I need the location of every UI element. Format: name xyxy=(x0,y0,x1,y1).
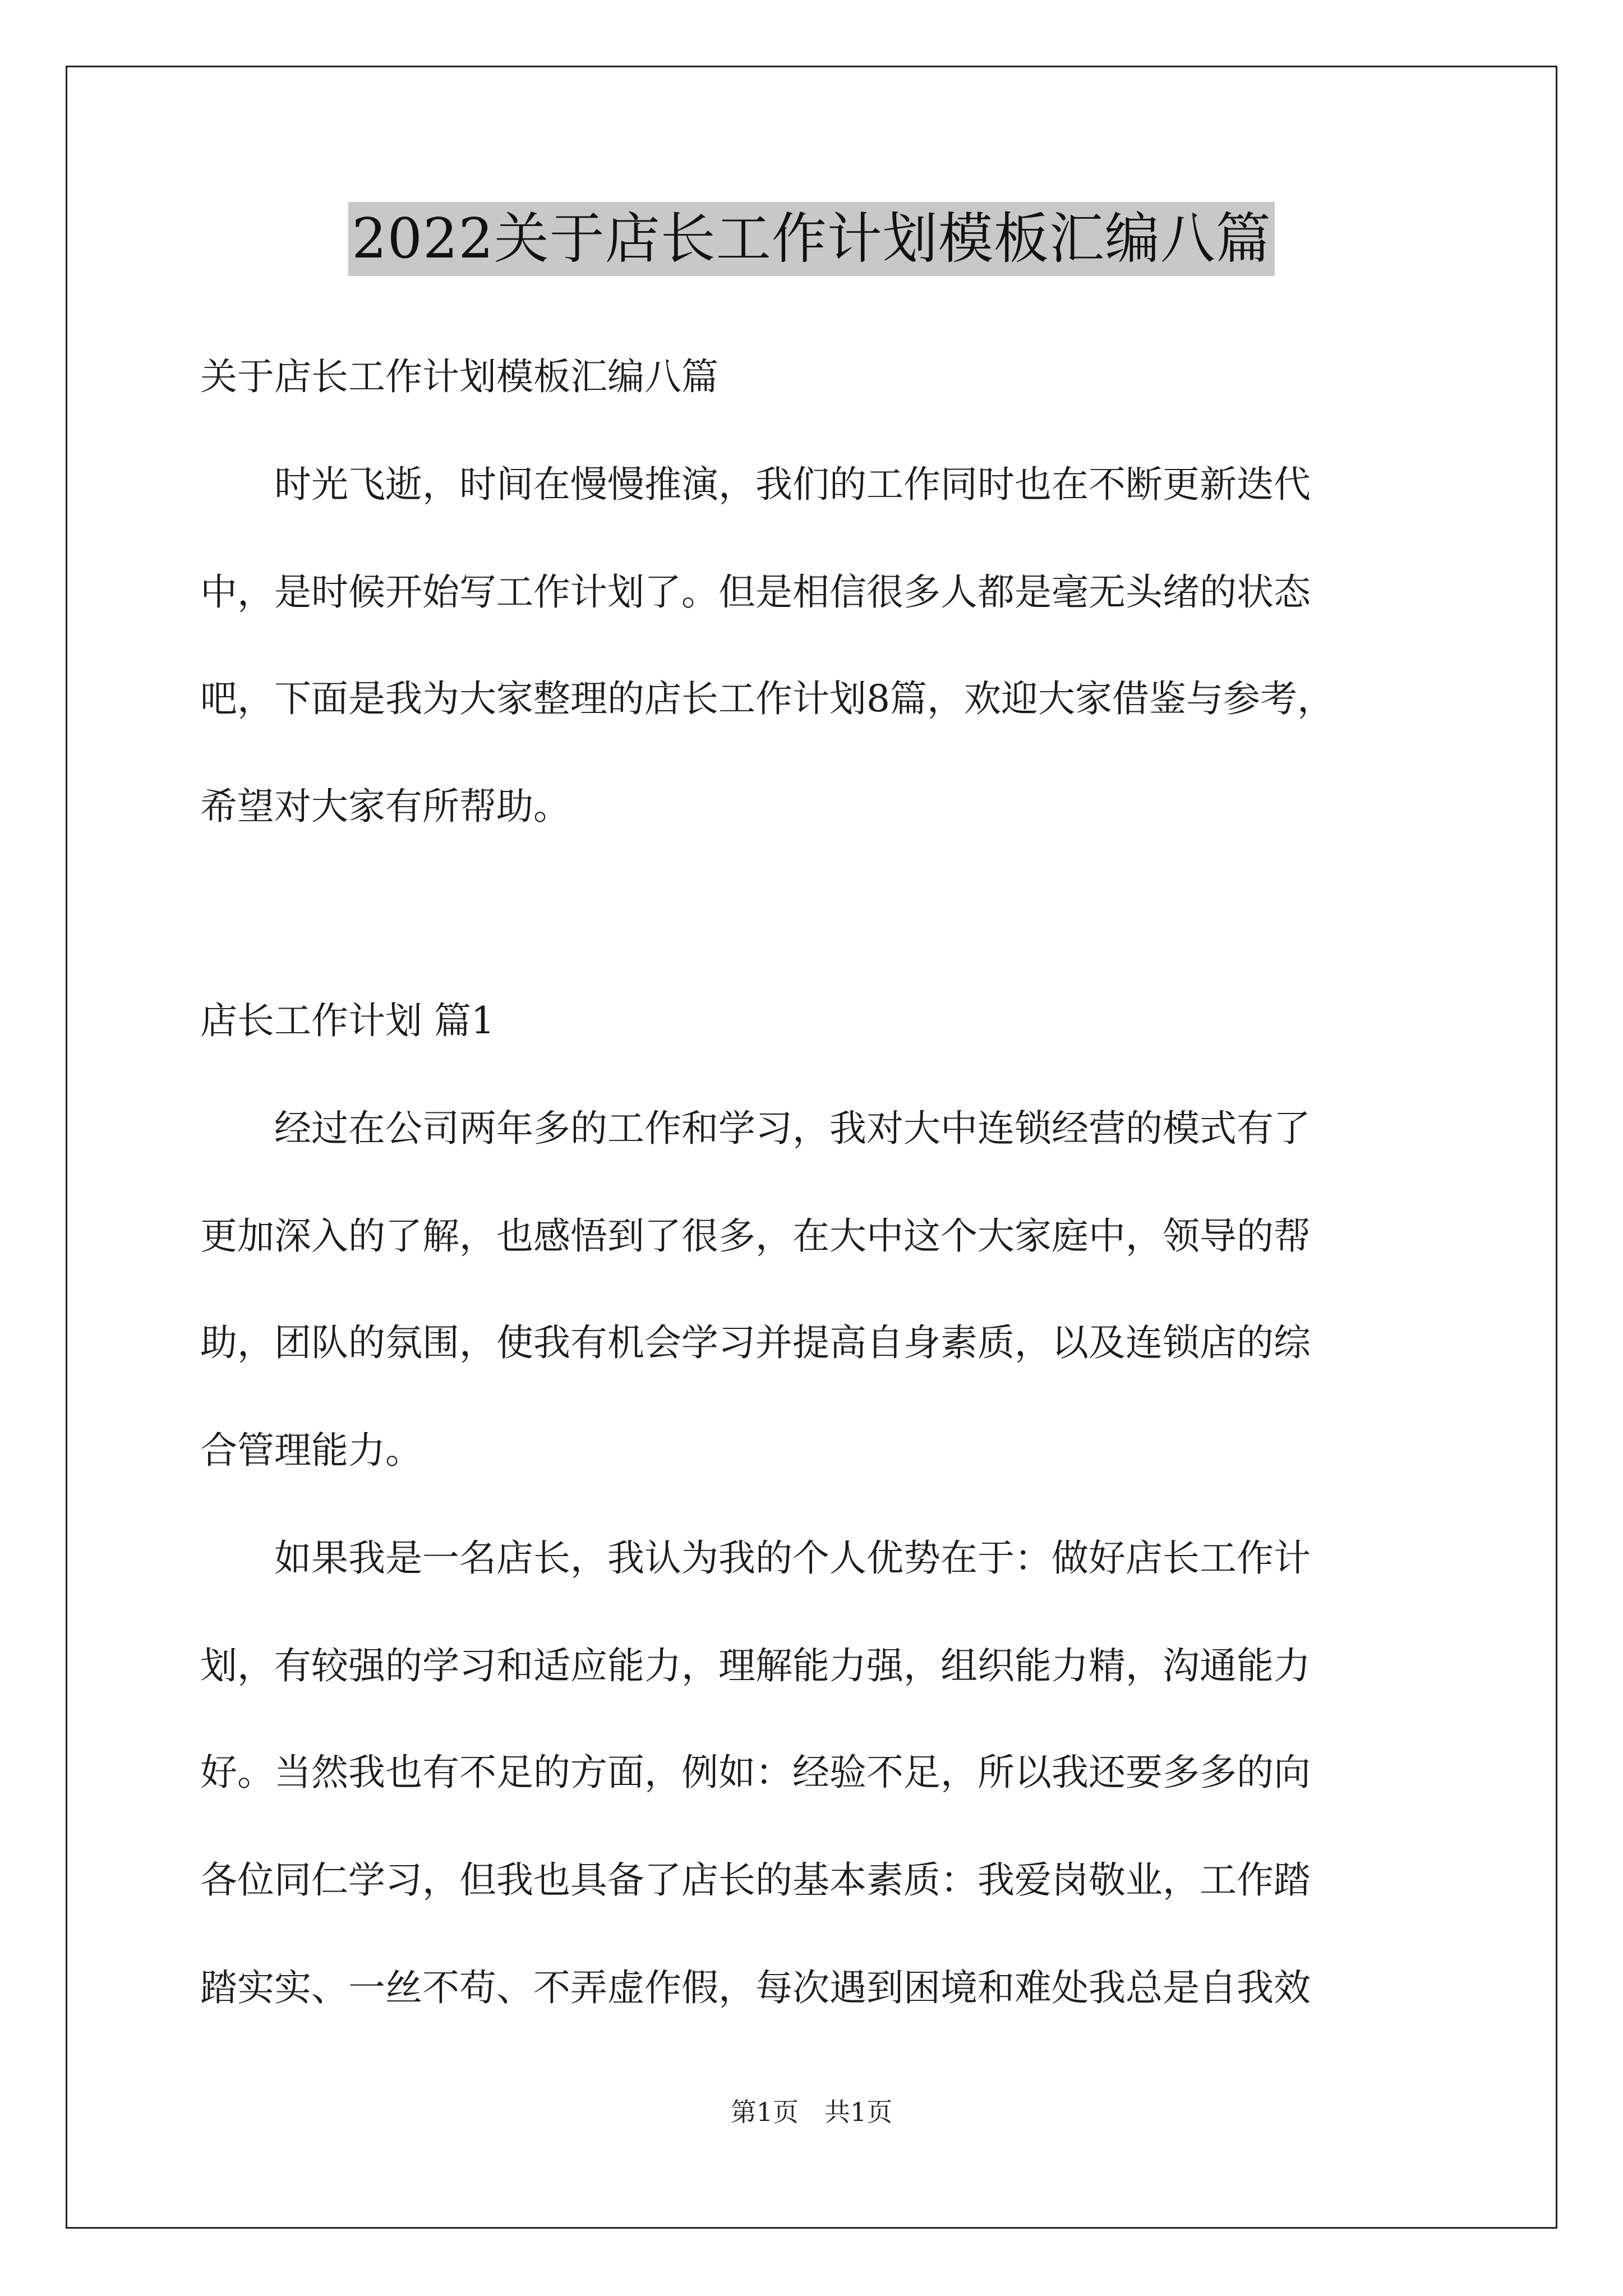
text-line: 划，有较强的学习和适应能力，理解能力强，组织能力精，沟通能力 xyxy=(200,1644,1311,1687)
title-container xyxy=(0,202,1623,276)
text-line: 如果我是一名店长，我认为我的个人优势在于：做好店长工作计 xyxy=(200,1536,1311,1580)
text-line: 合管理能力。 xyxy=(200,1429,422,1472)
text-line: 各位同仁学习，但我也具备了店长的基本素质：我爱岗敬业，工作踏 xyxy=(200,1858,1311,1902)
section-heading: 店长工作计划 篇1 xyxy=(200,999,495,1042)
text-line: 踏实实、一丝不苟、不弄虚作假，每次遇到困境和难处我总是自我效 xyxy=(200,1966,1311,2009)
document-subtitle: 关于店长工作计划模板汇编八篇 xyxy=(200,355,718,398)
text-line: 助，团队的氛围，使我有机会学习并提高自身素质，以及连锁店的综 xyxy=(200,1321,1311,1364)
document-title: 2022关于店长工作计划模板汇编八篇 xyxy=(348,202,1274,276)
page-footer: 第1页 共1页 xyxy=(730,2097,893,2127)
text-line: 时光飞逝，时间在慢慢推演，我们的工作同时也在不断更新迭代 xyxy=(200,463,1311,506)
text-line: 经过在公司两年多的工作和学习，我对大中连锁经营的模式有了 xyxy=(200,1107,1311,1150)
text-line: 吧，下面是我为大家整理的店长工作计划8篇，欢迎大家借鉴与参考， xyxy=(200,677,1334,720)
text-line: 更加深入的了解，也感悟到了很多，在大中这个大家庭中，领导的帮 xyxy=(200,1214,1311,1258)
text-line: 好。当然我也有不足的方面，例如：经验不足，所以我还要多多的向 xyxy=(200,1751,1311,1794)
text-line: 希望对大家有所帮助。 xyxy=(200,785,570,828)
text-line: 中，是时候开始写工作计划了。但是相信很多人都是毫无头绪的状态 xyxy=(200,570,1311,614)
